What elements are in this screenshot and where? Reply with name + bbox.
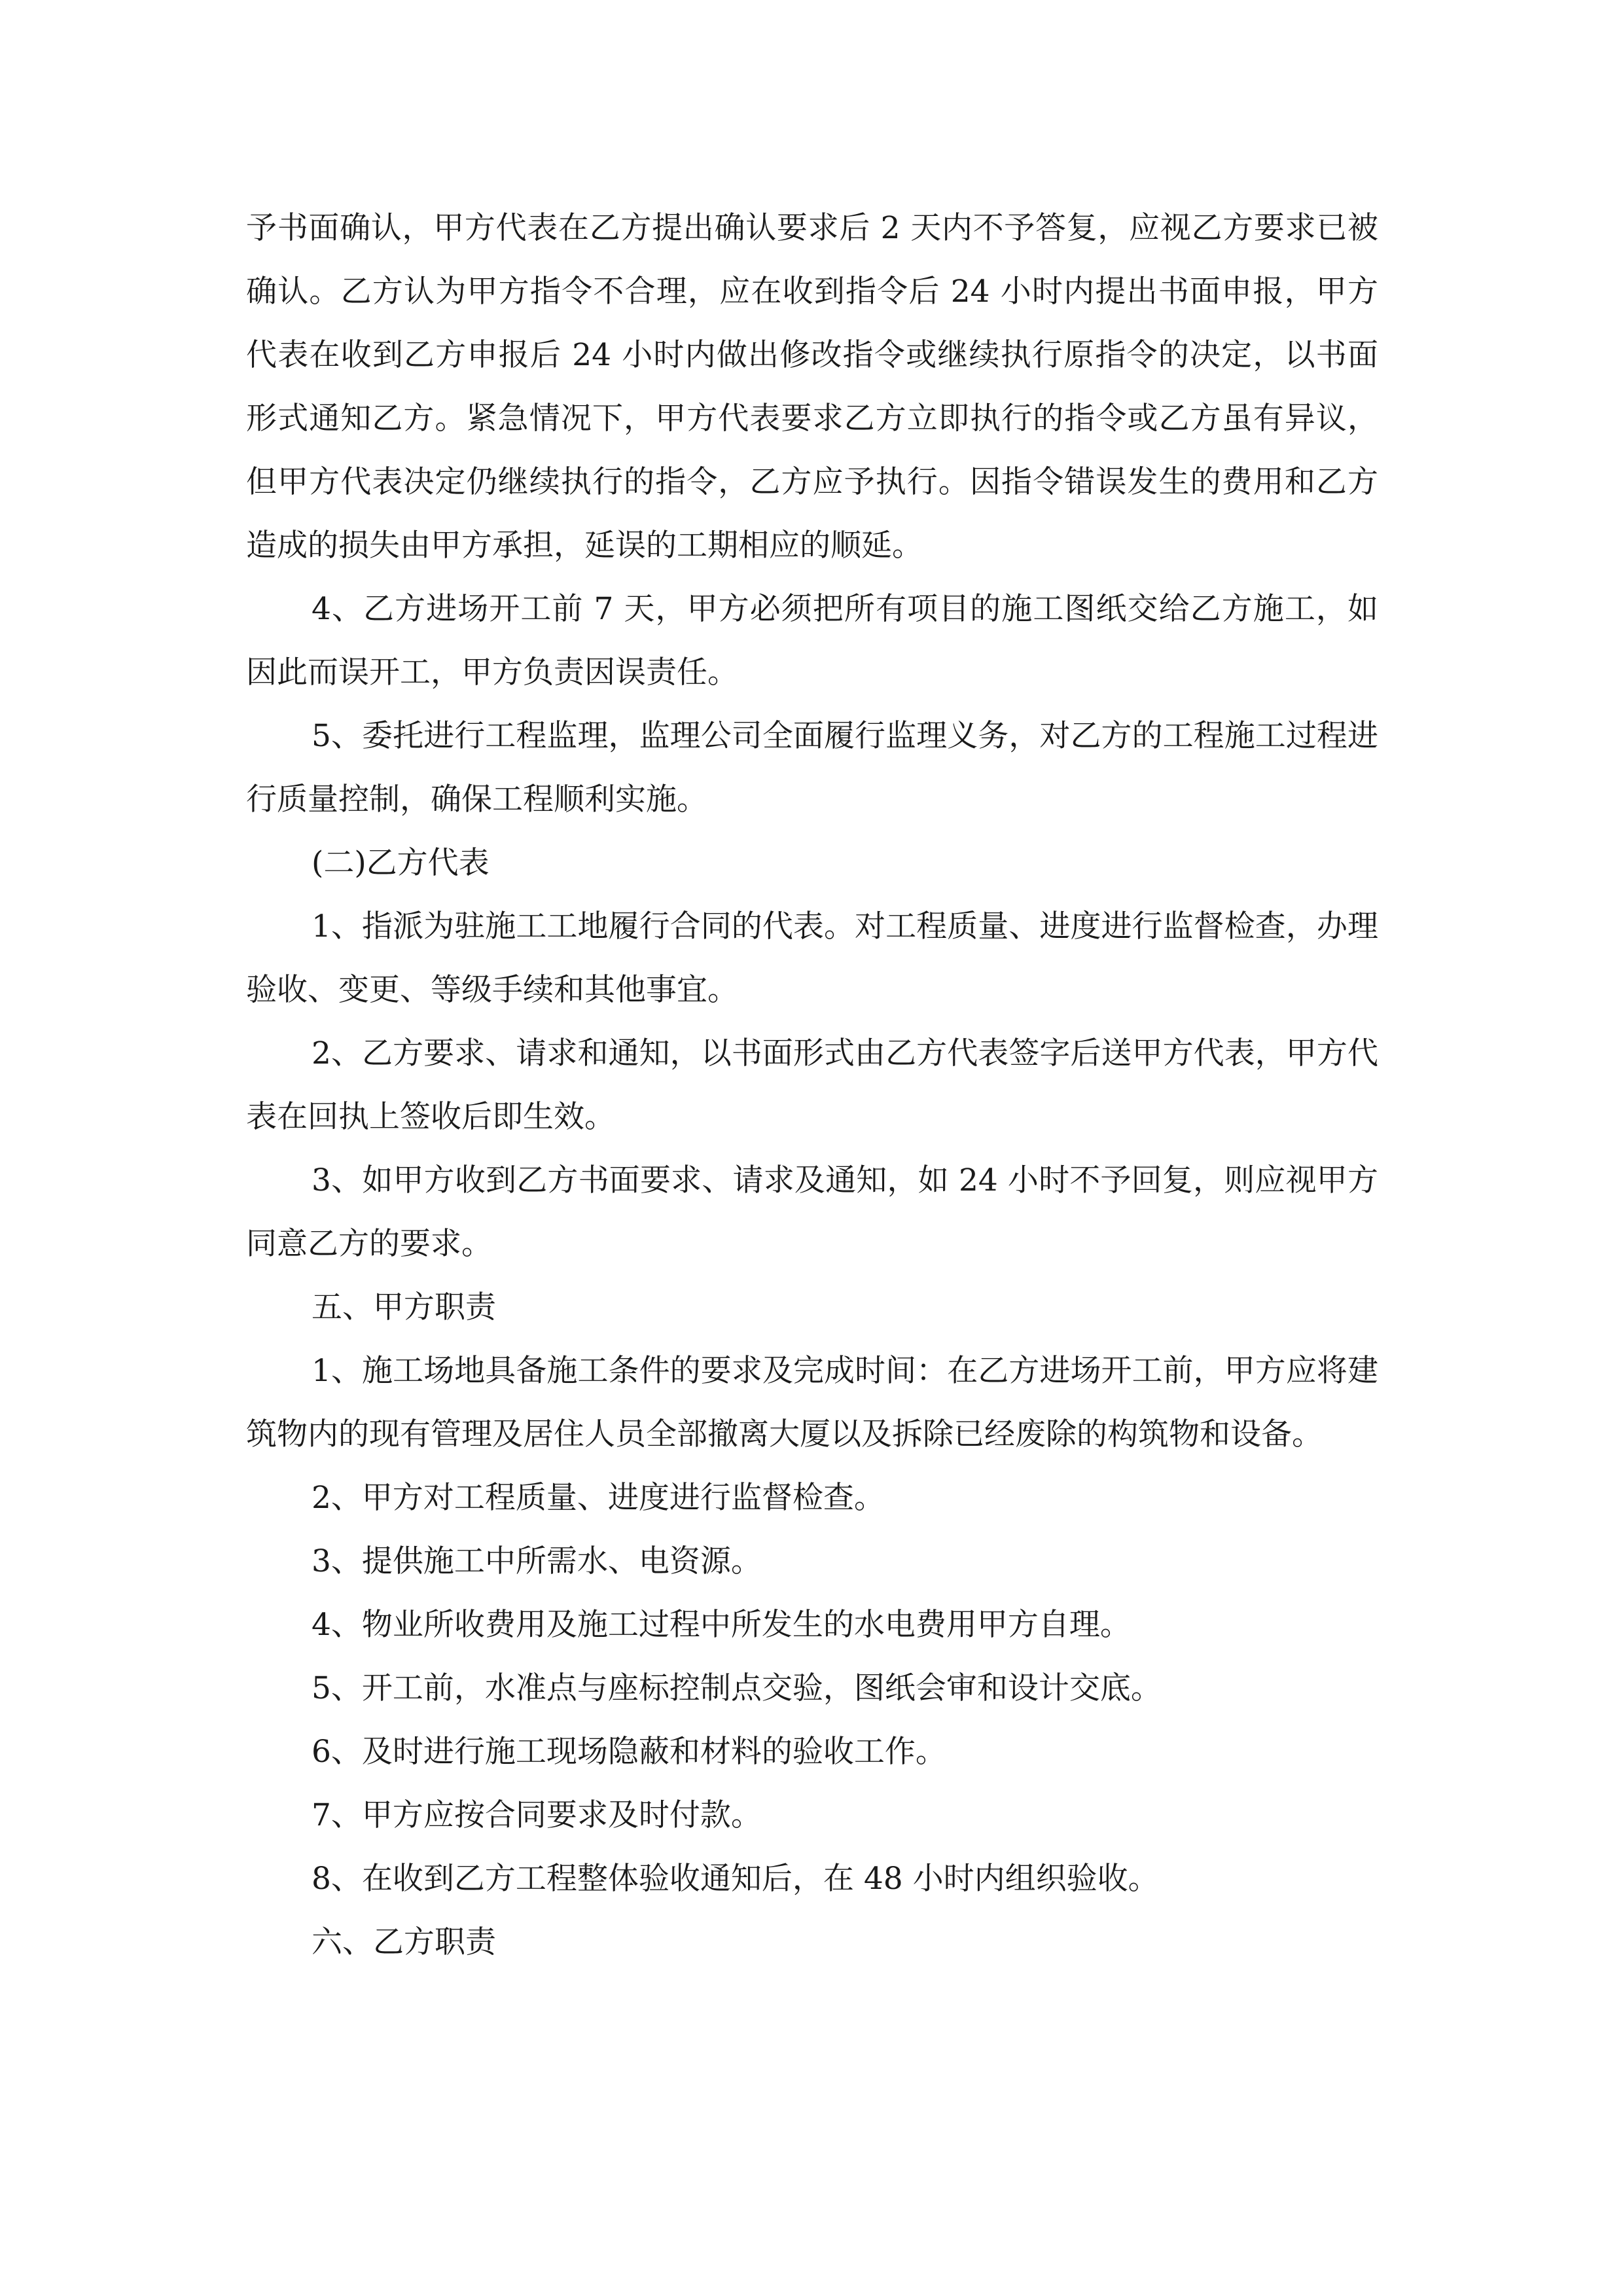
section-heading: (二)乙方代表 [312, 845, 490, 881]
paragraph-item: 3、如甲方收到乙方书面要求、请求及通知，如 24 小时不予回复，则应视甲方同意乙方的要求。 [246, 1162, 1378, 1262]
document-body [246, 196, 1378, 1974]
paragraph-item: 7、甲方应按合同要求及时付款。 [312, 1797, 762, 1833]
paragraph-item: 2、甲方对工程质量、进度进行监督检查。 [312, 1480, 885, 1516]
paragraph-item: 5、开工前，水准点与座标控制点交验，图纸会审和设计交底。 [312, 1670, 1162, 1706]
section-heading: 六、乙方职责 [312, 1924, 496, 1960]
paragraph-item: 2、乙方要求、请求和通知，以书面形式由乙方代表签字后送甲方代表，甲方代表在回执上签收后即生效。 [246, 1035, 1378, 1135]
paragraph-item: 4、乙方进场开工前 7 天，甲方必须把所有项目的施工图纸交给乙方施工，如因此而误开工，甲方负责因误责任。 [246, 591, 1378, 691]
section-heading: 五、甲方职责 [312, 1289, 496, 1325]
paragraph-item: 5、委托进行工程监理，监理公司全面履行监理义务，对乙方的工程施工过程进行质量控制，确保工程顺利实施。 [246, 718, 1378, 817]
paragraph-item: 1、指派为驻施工工地履行合同的代表。对工程质量、进度进行监督检查，办理验收、变更、等级手续和其他事宜。 [246, 908, 1378, 1008]
paragraph-item: 8、在收到乙方工程整体验收通知后，在 48 小时内组织验收。 [312, 1861, 1159, 1897]
paragraph-continuation: 予书面确认，甲方代表在乙方提出确认要求后 2 天内不予答复，应视乙方要求已被确认。乙方认为甲方指令不合理，应在收到指令后 24 小时内提出书面申报，甲方代表在收到乙方申报后 24 小时内做出修改指令或继续执行原指令的决定，以书面形式通知乙方。紧急情况下，甲方代表要求乙方立即执行的指令或乙方虽有异议，但甲方代表决定仍继续执行的指令，乙方应予执行。因指令错误发生的费用和乙方造成的损失由甲方承担，延误的工期相应的顺延。 [246, 210, 1378, 564]
paragraph-item: 3、提供施工中所需水、电资源。 [312, 1543, 762, 1579]
paragraph-item: 1、施工场地具备施工条件的要求及完成时间：在乙方进场开工前，甲方应将建筑物内的现有管理及居住人员全部撤离大厦以及拆除已经废除的构筑物和设备。 [246, 1353, 1378, 1452]
paragraph-item: 6、及时进行施工现场隐蔽和材料的验收工作。 [312, 1734, 946, 1770]
paragraph-item: 4、物业所收费用及施工过程中所发生的水电费用甲方自理。 [312, 1607, 1131, 1643]
